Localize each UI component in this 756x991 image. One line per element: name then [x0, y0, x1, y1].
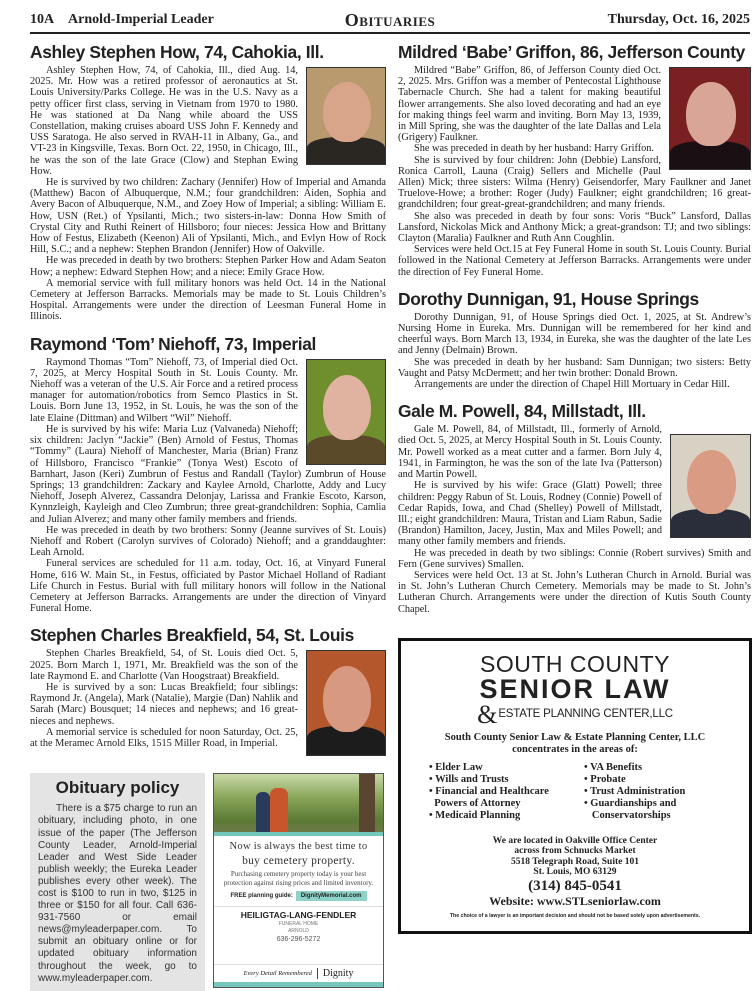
- obituary-headline: Mildred ‘Babe’ Griffon, 86, Jefferson County: [398, 42, 745, 62]
- practice-area: • Probate: [584, 773, 626, 785]
- senior-law-ad[interactable]: [398, 638, 752, 934]
- obituary: [398, 401, 751, 614]
- paper-name: Arnold-Imperial Leader: [68, 12, 214, 27]
- obituary-paragraph: He is survived by a son: Lucas Breakfield; four siblings: Raymond Jr. (Angela), Mark (Natalie), Margie (Dan) Nahlik and Sarah (Marc) Bousquet; 14 nieces and nephews; and 16 great-nieces and nephews.: [30, 681, 298, 727]
- ad-photo-couple-trees: [214, 774, 383, 832]
- obituary-photo: [670, 434, 751, 538]
- guide-link[interactable]: DignityMemorial.com: [296, 891, 367, 901]
- obituary-paragraph: Mildred “Babe” Griffon, 86, of Jefferson County died Oct. 2, 2025. Mrs. Griffon was a member of Pentecostal Lighthouse Tabernacle Church. She had a talent for making beautiful flower arrangements. She also loved decorating and had an eye for making things feel warm and inviting. Born May 13, 1939, in Mill Spring, she was the daughter of the late Dallas and Lela (Grigery) Faulkner.: [398, 65, 751, 143]
- obituary-paragraph: He was preceded in death by two brothers: Sonny (Jeanne survives of St. Louis) Niehoff and Robert (Carolyn survives of Colorado) Niehoff; and a granddaughter: Leah Arnold.: [30, 524, 386, 559]
- portrait-face: [323, 82, 371, 143]
- right-column: [398, 42, 751, 934]
- funeral-home-sub: FUNERAL HOME: [278, 921, 319, 928]
- address-line: We are located in Oakville Office Center: [492, 835, 658, 846]
- practice-areas-right: [584, 762, 739, 822]
- law-intro-2: concentrates in the areas of:: [512, 743, 638, 755]
- guide-label: FREE planning guide:: [230, 893, 293, 900]
- logo-line-3: ESTATE PLANNING CENTER,LLC: [498, 707, 673, 720]
- obituary-headline: Ashley Stephen How, 74, Cahokia, Ill.: [30, 42, 324, 62]
- obituary-photo: [306, 650, 386, 756]
- practice-area: • Wills and Trusts: [429, 773, 509, 785]
- practice-area: • VA Benefits: [584, 761, 643, 773]
- ad-bottom-bar: [214, 982, 383, 987]
- address-line: 5518 Telegraph Road, Suite 101: [510, 856, 639, 867]
- obituary-photo: [669, 67, 751, 170]
- portrait-face: [687, 450, 736, 514]
- logo-line-3-row: [401, 699, 749, 729]
- obituary-paragraph: Funeral services are scheduled for 11 a.m. today, Oct. 16, at Vinyard Funeral Home, 616 W. Main St., in Festus, officiated by Pastor Michael Holland of Radiant Life Church in Festus. Burial with full military honors will follow in the National Cemetery at Jefferson Barracks. Arrangements are under the direction of Vinyard Funeral Home.: [30, 558, 386, 615]
- page-number: 10A: [30, 12, 55, 27]
- ad-headline-2: buy cemetery property.: [242, 855, 355, 868]
- obituary-paragraph: Services were held Oct. 13 at St. John’s Lutheran Church in Arnold. Burial was in St. John’s Lutheran Church Cemetery. Memorials may be made to St. John’s Lutheran Church. Arrangements were under the direction of Kutis South County Chapel.: [398, 569, 751, 615]
- practice-area: Conservatorships: [584, 809, 671, 821]
- obituary-paragraph: He was preceded in death by two brothers: Stephen Parker How and Adam Seaton How; a nephew: Edward Stephen How; and a niece: Emily Grace How.: [30, 255, 386, 278]
- obituary-photo: [306, 67, 386, 165]
- portrait-face: [686, 82, 735, 146]
- practice-areas: [429, 762, 749, 822]
- portrait-face: [323, 375, 371, 441]
- funeral-home-phone: 636-296-5272: [276, 936, 321, 944]
- obituary-paragraph: A memorial service is scheduled for noon Saturday, Oct. 25, at the Meramec Arnold Elks, 1515 Miller Road, in Imperial.: [30, 726, 298, 749]
- obituary-paragraph: She also was preceded in death by four sons: Voris “Buck” Lansford, Dallas Lansford, Nickolas Mick and Anthony Mick; a great-grandson: TJ; and two siblings: Clayton (Maralia) Faulkner and Ruth Ann Coughlin.: [398, 210, 751, 245]
- practice-area: • Elder Law: [429, 761, 483, 773]
- obituary-paragraph: Ashley Stephen How, 74, of Cahokia, Ill., died Aug. 14, 2025. Mr. How was a retired professor of aeronautics at St. Louis University/Parks College. He was in the U.S. Navy as a petty officer first class, serving in Vietnam from 1970 to 1980. He was stationed at Da Nang while aboard the USS Constellation, making cruises aboard USS John F. Kennedy and USS Saratoga. He also served in RVAH-11 in Albany, Ga., and VT-23 in Kingsville, Texas. Born Oct. 22, 1950, in Chicago, Ill., he was the son of the late Grace (Clow) and Stephan Ewing How.: [30, 65, 386, 177]
- obituary: [30, 42, 386, 323]
- ad-body: Purchasing cemetery property today is your best protection against rising prices and limited inventory.: [223, 870, 374, 887]
- obituary: [30, 625, 386, 758]
- obituary-paragraph: He is survived by two children: Zachary (Jennifer) How of Imperial and Amanda (Matthew) Bacon of Albuquerque, N.M.; four grandchildren: Aiden, Sophia and Avery Bacon of Albuquerque, N.M., and Zoey How of Imperial; a sibling: William E. How, USN (Ret.) of Ypsilanti, Mich.; two sisters-in-law: Donna How Smith of Crystal City and Ruthi Reinert of Hillsboro; four nieces: Jessica How and Brittany How of Festus, Elizabeth (Keenon) Ali of Ypsilanti, Mich., and Evlyn How of Rock Hill, S.C.; and a nephew: Stephen Brandon (Jennifer) How of Oakville.: [30, 177, 386, 256]
- obituary-paragraph: She is survived by four children: John (Debbie) Lansford, Ronica Carroll, Launa (Craig) Sellers and Michelle (Paul Allen) Mick; three sisters: Wilma (Henry) Geisendorfer, Mary Faulkner and Janet Truelove-Howe; a brother: Roger (Judy) Faulkner; eight grandchildren; 16 great-grandchildren; four great-great-grandchildren; and many friends.: [398, 154, 751, 211]
- tagline: Every Detail Remembered: [243, 970, 312, 978]
- obituary-paragraph: He was preceded in death by two siblings: Connie (Robert survives) Smith and Fern (Gene survives) Smallen.: [398, 547, 751, 570]
- practice-area: • Guardianships and: [584, 797, 677, 809]
- obituary: [30, 334, 386, 615]
- law-website[interactable]: Website: www.STLseniorlaw.com: [489, 893, 661, 908]
- cemetery-ad[interactable]: [213, 773, 384, 988]
- page-header: [30, 10, 750, 34]
- logo-line-1: SOUTH COUNTY: [480, 650, 670, 677]
- portrait-face: [323, 666, 371, 732]
- obituary-headline: Gale M. Powell, 84, Millstadt, Ill.: [398, 401, 646, 422]
- practice-area: • Financial and Healthcare: [429, 785, 549, 797]
- obituary: [398, 289, 751, 390]
- funeral-home-city: ARNOLD: [288, 927, 309, 934]
- obituary-headline: Stephen Charles Breakfield, 54, St. Louis: [30, 625, 354, 646]
- obituary-paragraph: Arrangements are under the direction of Chapel Hill Mortuary in Cedar Hill.: [414, 379, 730, 391]
- address-line: St. Louis, MO 63129: [533, 867, 617, 878]
- logo-ampersand: &: [477, 699, 498, 729]
- funeral-home-name: HEILIGTAG-LANG-FENDLER: [214, 906, 383, 921]
- obituary-paragraph: He is survived by his wife: Grace (Glatt) Powell; three children: Peggy Rabun of St. Louis, Rodney (Connie) Powell of Cedar Rapids, Iowa, and Chad (Shelley) Powell of Millstadt, Ill.; eight grandchildren: Maura, Tristan and Liam Rabun, Sadie (Brandon) Hamilton, Jacey, Justin, Max and Miles Powell; and many other family members and friends.: [398, 480, 662, 548]
- ad-footer: [214, 964, 383, 982]
- planning-guide: [214, 891, 383, 902]
- obituary-headline: Dorothy Dunnigan, 91, House Springs: [398, 288, 699, 309]
- obituary-paragraph: Dorothy Dunnigan, 91, of House Springs died Oct. 1, 2025, at St. Andrew’s Nursing Home in Eureka. Mrs. Dunnigan will be remembered for her kind and cheerful ways. Born March 13, 1934, in Eureka, she was the daughter of the late Les and Jenny (Delmain) Brown.: [398, 311, 751, 357]
- left-bottom-row: [30, 773, 386, 991]
- obituary-paragraph: Services were held Oct.15 at Fey Funeral Home in south St. Louis County. Burial followed in the National Cemetery at Jefferson Barracks. Arrangements were under the direction of Fey Funeral Home.: [398, 244, 751, 278]
- practice-area: • Trust Administration: [584, 785, 686, 797]
- obituary-paragraph: A memorial service with full military honors was held Oct. 14 in the National Cemetery at Jefferson Barracks. Memorials may be made to St. Louis Children’s Hospital. Arrangements were under the direction of Leesman Funeral Home in Illinois.: [30, 277, 386, 323]
- section-title: Obituaries: [344, 10, 436, 30]
- obituary-paragraph: Stephen Charles Breakfield, 54, of St. Louis died Oct. 5, 2025. Born March 1, 1971, Mr. Breakfield was the son of the late Raymond E. and Charlotte (Van Hoogstraat) Breakfield.: [30, 648, 386, 682]
- left-column: [30, 42, 386, 991]
- obituaries-left: [30, 42, 386, 769]
- obituary-headline: Raymond ‘Tom’ Niehoff, 73, Imperial: [30, 333, 317, 354]
- ad-divider: [214, 832, 383, 836]
- obituary: [398, 42, 751, 278]
- obituary-policy-box: [30, 773, 205, 991]
- law-phone: (314) 845-0541: [528, 877, 622, 894]
- obituary-photo: [306, 359, 386, 465]
- dignity-logo: Dignity: [317, 968, 354, 979]
- address-line: across from Schnucks Market: [514, 846, 636, 857]
- law-logo: [401, 650, 749, 729]
- obituary-paragraph: She was preceded in death by her husband: Sam Dunnigan; two sisters: Betty Vaught and Patsy McDermett; and her twin brother: Donald Brown.: [398, 356, 751, 379]
- practice-areas-left: [429, 762, 584, 822]
- law-disclaimer: The choice of a lawyer is an important decision and should not be based solely upon advertisements.: [449, 912, 701, 919]
- obituary-paragraph: She was preceded in death by her husband: Harry Griffon.: [414, 143, 654, 155]
- obituaries-right: [398, 42, 751, 626]
- law-address: [401, 836, 749, 878]
- policy-text: There is a $75 charge to run an obituary, including photo, in one issue of the paper (The Jefferson County Leader, Arnold-Imperial Leader and West Side Leader publish weekly; the Eureka Leader publishes every other week). The cost is $100 to run in two, $125 in three or $150 for all four. Call 636-931-7560 or email news@myleaderpaper.com. To submit an obituary online or for updated obituary information throughout the week, go to www.myleaderpaper.com.: [38, 803, 197, 984]
- ad-headline-1: Now is always the best time to: [229, 841, 368, 853]
- obituary-paragraph: Gale M. Powell, 84, of Millstadt, Ill., formerly of Arnold, died Oct. 5, 2025, at Mercy Hospital South in St. Louis County. Mr. Powell worked as a meat cutter and a farmer. Born July 4, 1941, in Farmington, he was the son of the late Iva (Patterson) and Martin Powell.: [398, 424, 751, 480]
- practice-area: Powers of Attorney: [429, 797, 521, 809]
- obituary-paragraph: He is survived by his wife: Maria Luz (Valvaneda) Niehoff; six children: Jaclyn “Jackie” (Ben) Arnold of Festus, Thomas “Tommy” (Laura) Niehoff of Manchester, Maria (Brian) Franz of Hillsboro, Francisco “Frankie” (Tonya West) Escoto of Barnhart, Jason (Keri) Zumbrun of Festus and Randall (Taylor) Zumbrun of House Springs; 13 grandchildren: Zackary and Kaylee Arnold, Charlotte, Addy and Lucy Niehoff, Joseph Alverez, Cassandra Delonjay, Larissa and Frankie Escoto, Karson, Kynnzleigh, Kayleigh and Cleo Zumbrun; three great-grandchildren: Sophia, Camlia and Julian Alverez; and many other family members and friends.: [30, 423, 386, 525]
- logo-line-2: SENIOR LAW: [479, 673, 671, 704]
- policy-title: Obituary policy: [55, 778, 180, 798]
- law-intro-1: South County Senior Law & Estate Planning Center, LLC: [444, 731, 706, 743]
- obituary-paragraph: Raymond Thomas “Tom” Niehoff, 73, of Imperial died Oct. 7, 2025, at Mercy Hospital South in St. Louis County. Mr. Niehoff was a veteran of the U.S. Air Force and a retired process manager for automation/robotics from Semco Plastics in St. Louis. Born June 13, 1952, in St. Louis, he was the son of the late Elaine (Dittman) and Wilbert “Wil” Niehoff.: [30, 357, 386, 424]
- practice-area: • Medicaid Planning: [429, 809, 521, 821]
- issue-date: Thursday, Oct. 16, 2025: [607, 12, 750, 27]
